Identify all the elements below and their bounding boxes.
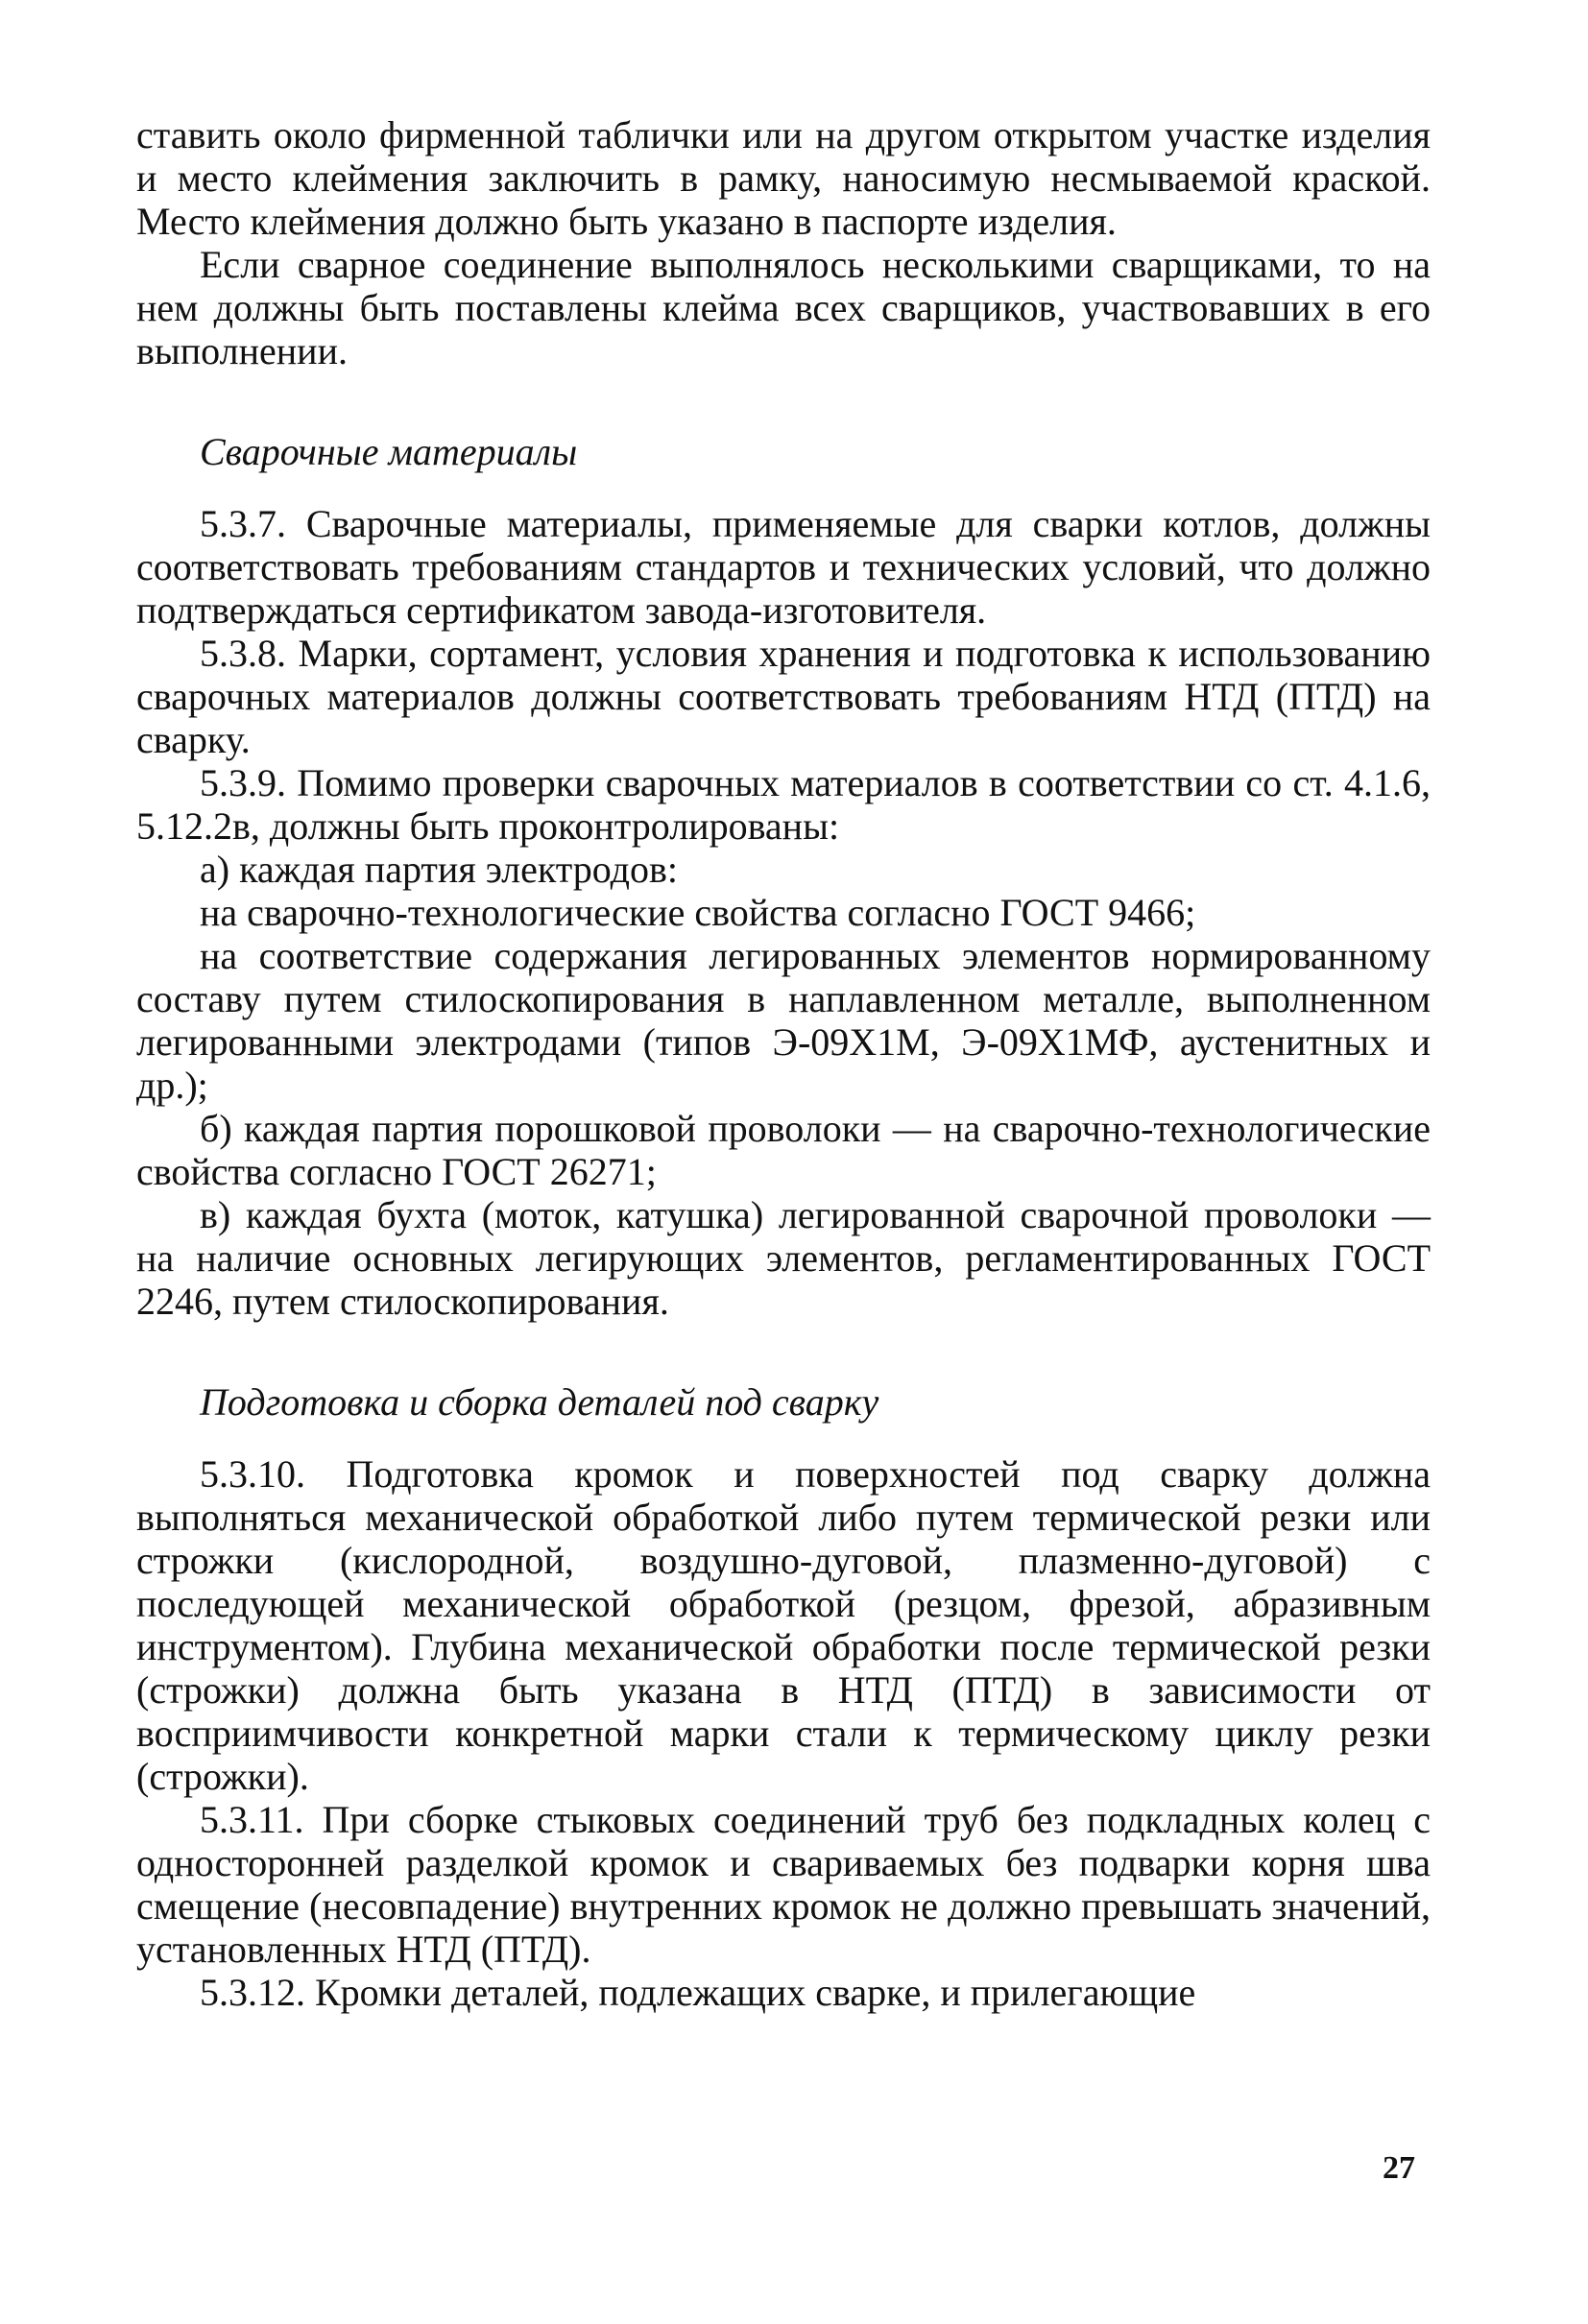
paragraph: 5.3.7. Сварочные материалы, применяемые для сварки котлов, должны соответствовать требованиям стандартов и технических условий, что должно подтверждаться сертификатом завода-изготовителя. [136, 502, 1431, 632]
section-welding-materials [136, 502, 1431, 1323]
paragraph: Если сварное соединение выполнялось несколькими сварщиками, то на нем должны быть поставлены клейма всех сварщиков, участвовавших в его выполнении. [136, 243, 1431, 372]
paragraph: 5.3.11. При сборке стыковых соединений труб без подкладных колец с односторонней разделкой кромок и свариваемых без подварки корня шва смещение (несовпадение) внутренних кромок не должно превышать значений, установленных НТД (ПТД). [136, 1798, 1431, 1971]
page-number: 27 [1383, 2150, 1415, 2186]
heading-preparation-assembly: Подготовка и сборка деталей под сварку [200, 1380, 879, 1424]
paragraph: 5.3.8. Марки, сортамент, условия хранения и подготовка к использованию сварочных материалов должны соответствовать требованиям НТД (ПТД) на сварку. [136, 632, 1431, 761]
paragraph: ставить около фирменной таблички или на другом открытом участке изделия и место клеймения заключить в рамку, наносимую несмываемой краской. Место клеймения должно быть указано в паспорте изделия. [136, 113, 1431, 243]
paragraph: 5.3.9. Помимо проверки сварочных материалов в соответствии со ст. 4.1.6, 5.12.2в, должны быть проконтролированы: [136, 761, 1431, 848]
heading-welding-materials: Сварочные материалы [200, 430, 578, 473]
paragraph: 5.3.12. Кромки деталей, подлежащих сварке, и прилегающие [200, 1971, 1196, 2014]
section-preparation-assembly [136, 1452, 1431, 2014]
section-intro [136, 113, 1431, 372]
paragraph: в) каждая бухта (моток, катушка) легированной сварочной проволоки — на наличие основных легирующих элементов, регламентированных ГОСТ 2246, путем стилоскопирования. [136, 1193, 1431, 1323]
paragraph: на сварочно-технологические свойства согласно ГОСТ 9466; [200, 891, 1196, 934]
body-text [136, 113, 1431, 2014]
paragraph: 5.3.10. Подготовка кромок и поверхностей под сварку должна выполняться механической обработкой либо путем термической резки или строжки (кислородной, воздушно-дуговой, плазменно-дуговой) с последующей механической обработкой (резцом, фрезой, абразивным инструментом). Глубина механической обработки после термической резки (строжки) должна быть указана в НТД (ПТД) в зависимости от восприимчивости конкретной марки стали к термическому циклу резки (строжки). [136, 1452, 1431, 1798]
paragraph: на соответствие содержания легированных элементов нормированному составу путем стилоскопирования в наплавленном металле, выполненном легированными электродами (типов Э-09Х1М, Э-09Х1МФ, аустенитных и др.); [136, 934, 1431, 1107]
paragraph: а) каждая партия электродов: [200, 848, 678, 891]
paragraph: б) каждая партия порошковой проволоки — на сварочно-технологические свойства согласно ГОСТ 26271; [136, 1107, 1431, 1193]
